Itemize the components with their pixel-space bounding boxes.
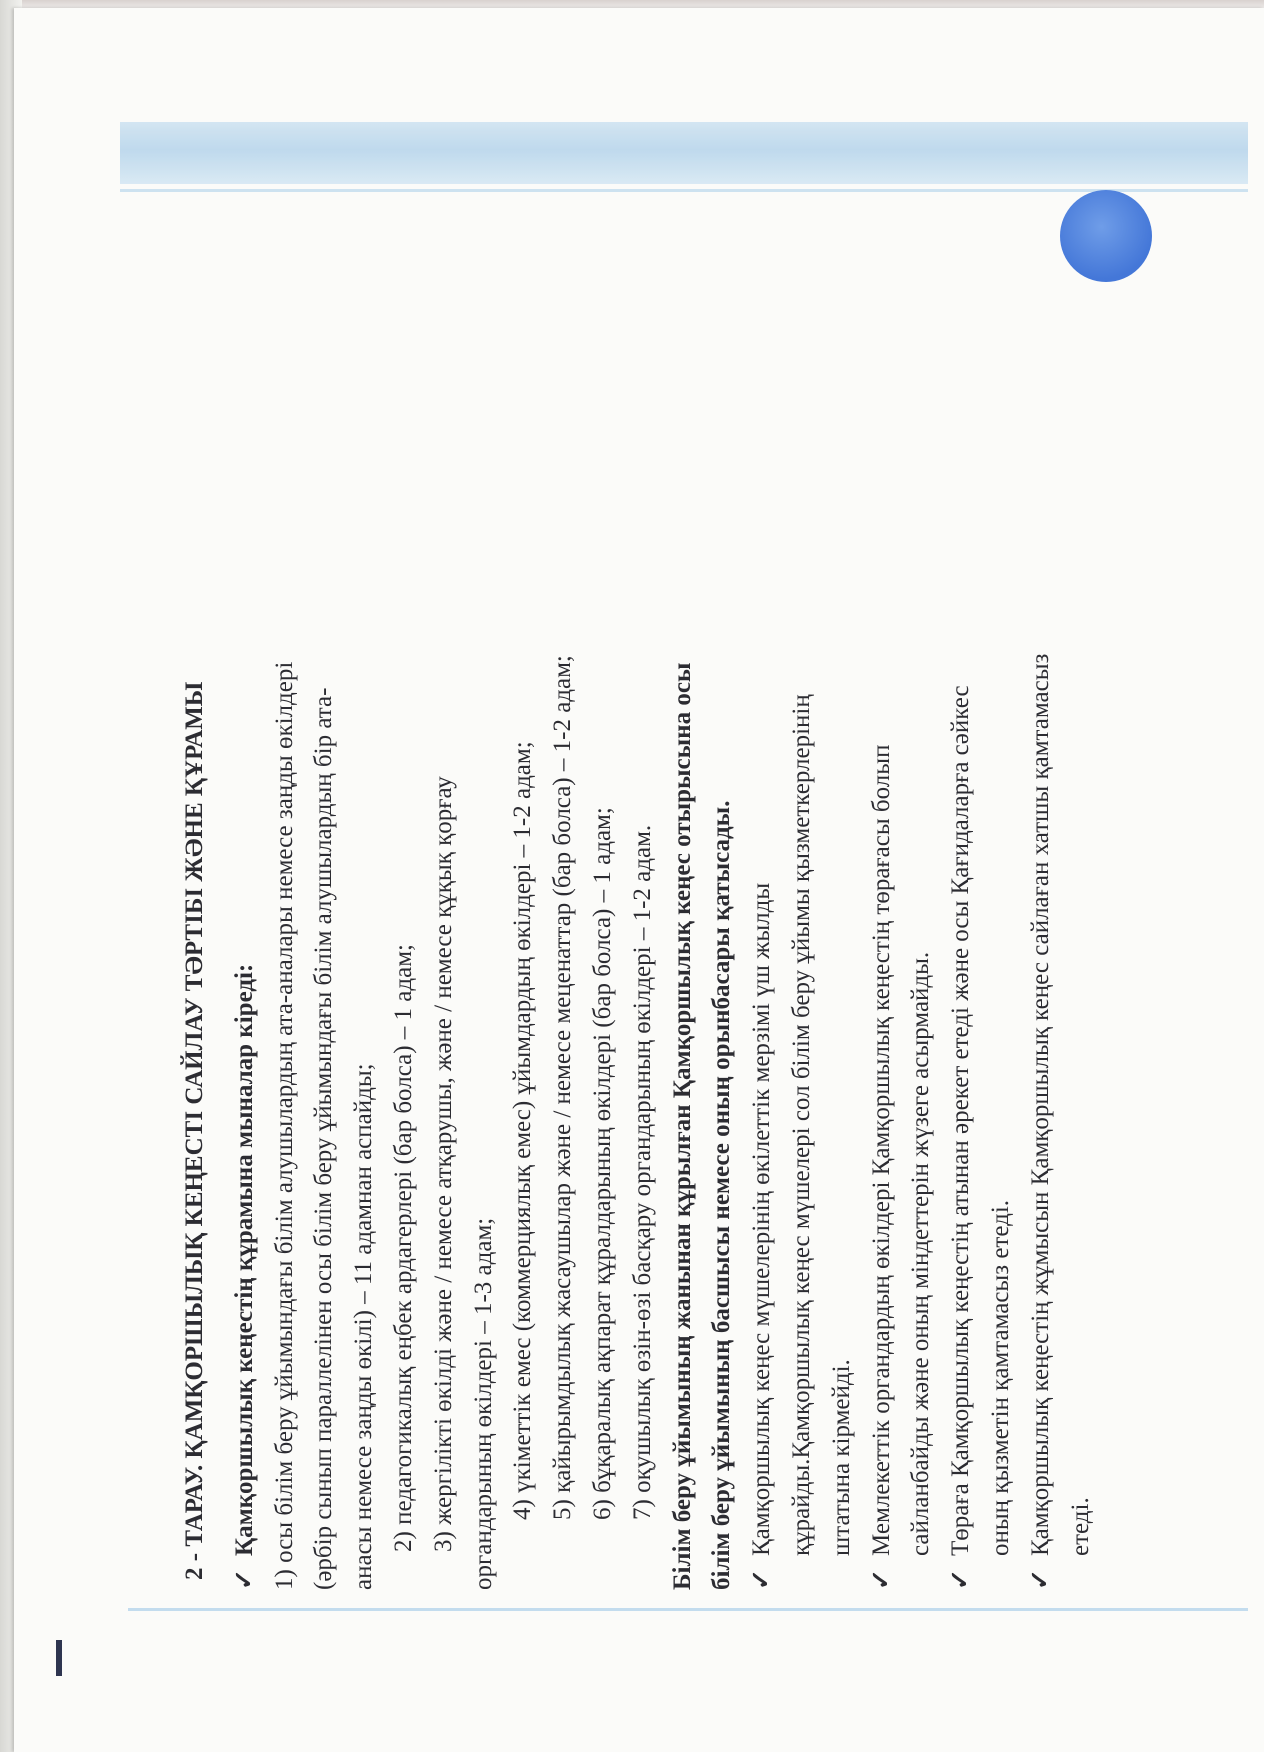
binder-mark xyxy=(56,1640,62,1676)
list-item: органдарының өкілдері – 1-3 адам; xyxy=(469,1217,497,1590)
checkmark-icon: ✓ xyxy=(947,1569,975,1590)
list-item: 6) бұқаралық ақпарат құралдарының өкілдері (бар болса) – 1 адам; xyxy=(588,807,616,1520)
bold-paragraph-line: Білім беру ұйымының жанынан құрылған Қамқоршылық кеңес отырысына осы xyxy=(668,662,696,1590)
bullet-text-continued: құрайды.Қамқоршылық кеңес мүшелері сол білім беру ұйымы қызметкерлерінің xyxy=(787,694,815,1556)
checkmark-icon: ✓ xyxy=(867,1569,895,1590)
list-item: 2) педагогикалық еңбек ардагерлері (бар болса) – 1 адам; xyxy=(389,944,417,1552)
bullet-text: Төраға Қамқоршылық кеңестің атынан әрекет етеді және осы Қағидаларға сәйкес xyxy=(947,685,975,1556)
checkmark-icon: ✓ xyxy=(230,1569,258,1590)
section-title-row xyxy=(225,270,265,1590)
list-item: 7) оқушылық өзін-өзі басқару органдарының өкілдері – 1-2 адам. xyxy=(628,824,656,1520)
blue-circle-ornament xyxy=(1060,190,1152,282)
bullet-item xyxy=(1021,270,1061,1590)
checkmark-icon: ✓ xyxy=(748,1569,776,1590)
bullet-text: Қамқоршылық кеңес мүшелерінің өкілеттік мерзімі үш жылды xyxy=(748,882,776,1556)
bullet-item xyxy=(941,270,981,1590)
list-item: 3) жергілікті өкілді және / немесе атқарушы, және / немесе құқық қорғау xyxy=(429,776,457,1552)
bullet-text-continued: етеді. xyxy=(1066,1497,1094,1556)
bullet-text-continued: штатына кірмейді. xyxy=(827,1359,855,1556)
bullet-text-continued: оның қызметін қамтамасыз етеді. xyxy=(986,1199,1014,1556)
bullet-text-continued: сайланбайды және оның міндеттерін жүзеге асырмайды. xyxy=(907,951,935,1556)
bullet-text: Мемлекеттік органдардың өкілдері Қамқоршылық кеңестің төрағасы болып xyxy=(867,744,895,1556)
list-item: (әрбір сынып параллелінен осы білім беру ұйымындағы білім алушылардың бір ата- xyxy=(310,687,338,1590)
section-title: Қамқоршылық кеңестің құрамына мыналар кіреді: xyxy=(230,963,258,1556)
rotated-text-block xyxy=(175,270,1125,1590)
checkmark-icon: ✓ xyxy=(1026,1569,1054,1590)
decorative-rule xyxy=(128,1608,1248,1611)
decorative-blue-band xyxy=(120,122,1248,184)
bullet-item xyxy=(862,270,902,1590)
bullet-item xyxy=(742,270,782,1590)
list-item: 4) үкіметтік емес (коммерциялық емес) ұйымдардың өкілдері – 1-2 адам; xyxy=(509,741,537,1520)
chapter-heading: 2 - ТАРАУ. ҚАМҚОРШЫЛЫҚ КЕҢЕСТІ САЙЛАУ ТӘРТІБІ ЖӘНЕ ҚҰРАМЫ xyxy=(181,681,208,1580)
bullet-text: Қамқоршылық кеңестің жұмысын Қамқоршылық кеңес сайлаған хатшы қамтамасыз xyxy=(1026,653,1054,1556)
list-item: анасы немесе заңды өкілі) – 11 адамнан аспайды; xyxy=(350,1063,378,1590)
bold-paragraph-line: білім беру ұйымының басшысы немесе оның орынбасары қатысады. xyxy=(708,800,736,1590)
list-item: 5) қайырымдылық жасаушылар және / немесе меценаттар (бар болса) – 1-2 адам; xyxy=(549,655,577,1520)
list-item: 1) осы білім беру ұйымындағы білім алушылардың ата-аналары немесе заңды өкілдері xyxy=(270,661,298,1590)
